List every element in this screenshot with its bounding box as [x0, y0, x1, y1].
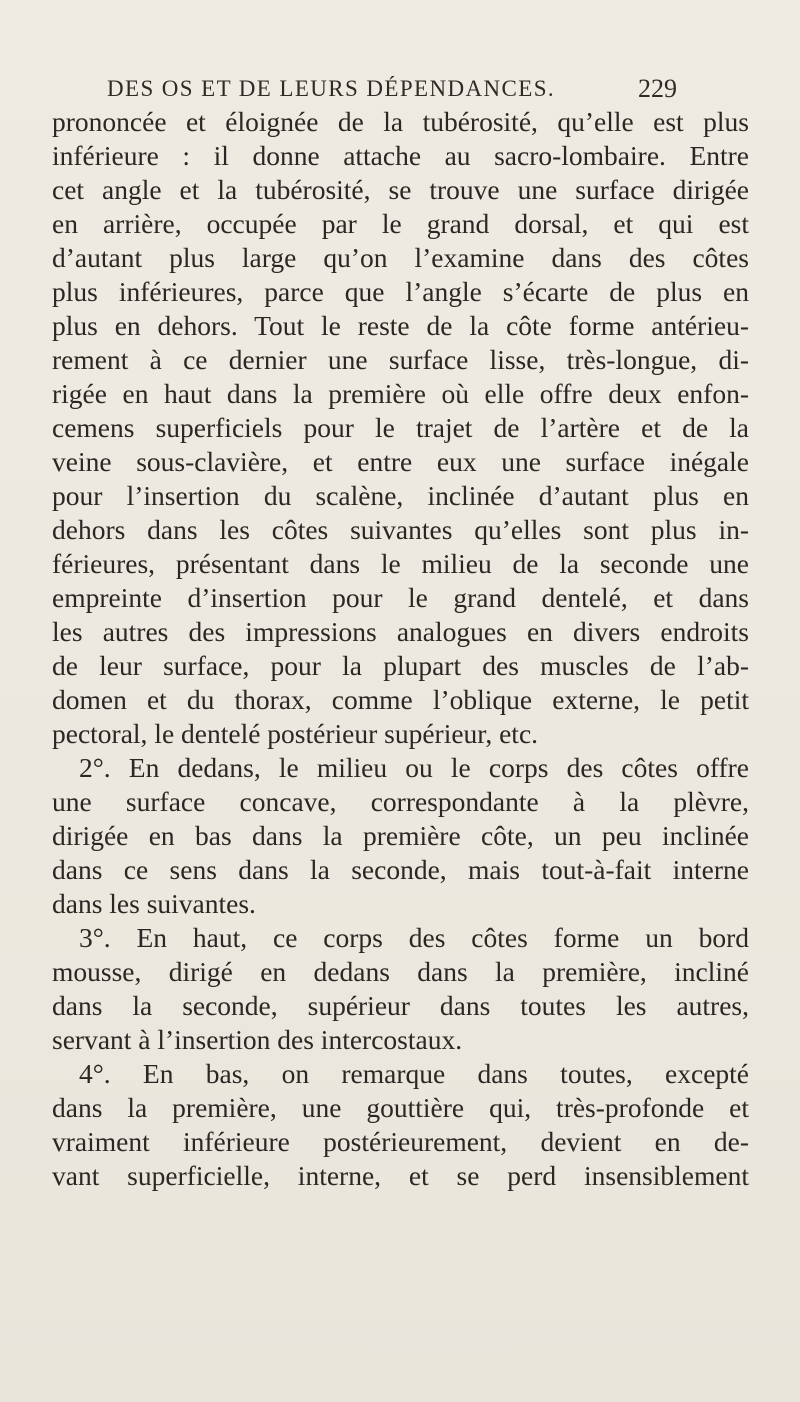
text-line: d’autant plus large qu’on l’examine dans des côtes	[52, 242, 749, 273]
text-line: dans ce sens dans la seconde, mais tout-à-fait interne	[52, 854, 749, 885]
text-line: servant à l’insertion des intercostaux.	[52, 1024, 463, 1055]
text-line: dans la première, une gouttière qui, très-profonde et	[52, 1092, 749, 1123]
text-line: vant superficielle, interne, et se perd insensiblement	[52, 1160, 749, 1191]
text-line: veine sous-clavière, et entre eux une surface inégale	[52, 446, 749, 477]
text-line: rigée en haut dans la première où elle offre deux enfon-	[52, 378, 749, 409]
text-line: les autres des impressions analogues en divers endroits	[52, 616, 749, 647]
text-line: domen et du thorax, comme l’oblique externe, le petit	[52, 684, 749, 715]
text-line: vraiment inférieure postérieurement, devient en de-	[52, 1126, 749, 1157]
text-line: empreinte d’insertion pour le grand dentelé, et dans	[52, 582, 749, 613]
text-line: de leur surface, pour la plupart des muscles de l’ab-	[52, 650, 749, 681]
text-line: cet angle et la tubérosité, se trouve une surface dirigée	[52, 174, 749, 205]
running-title: DES OS ET DE LEURS DÉPENDANCES.	[107, 76, 556, 101]
page-header	[107, 62, 677, 102]
text-line: dans la seconde, supérieur dans toutes les autres,	[52, 990, 749, 1021]
text-line: en arrière, occupée par le grand dorsal, et qui est	[52, 208, 749, 239]
text-line: inférieure : il donne attache au sacro-lombaire. Entre	[52, 140, 749, 171]
text-line: dirigée en bas dans la première côte, un peu inclinée	[52, 820, 749, 851]
text-line: plus en dehors. Tout le reste de la côte forme antérieu-	[52, 310, 749, 341]
text-line: 4°. En bas, on remarque dans toutes, excepté	[79, 1058, 749, 1089]
text-line: férieures, présentant dans le milieu de la seconde une	[52, 548, 749, 579]
text-line: prononcée et éloignée de la tubérosité, qu’elle est plus	[52, 106, 749, 137]
text-line: 2°. En dedans, le milieu ou le corps des côtes offre	[79, 752, 749, 783]
text-line: plus inférieures, parce que l’angle s’écarte de plus en	[52, 276, 749, 307]
text-line: pectoral, le dentelé postérieur supérieur, etc.	[52, 718, 539, 749]
page-number: 229	[638, 74, 677, 103]
text-line: cemens superficiels pour le trajet de l’artère et de la	[52, 412, 749, 443]
text-line: pour l’insertion du scalène, inclinée d’autant plus en	[52, 480, 749, 511]
text-line: mousse, dirigé en dedans dans la première, incliné	[52, 956, 749, 987]
text-line: dehors dans les côtes suivantes qu’elles sont plus in-	[52, 514, 749, 545]
text-line: dans les suivantes.	[52, 888, 256, 919]
text-line: rement à ce dernier une surface lisse, très-longue, di-	[52, 344, 749, 375]
text-line: 3°. En haut, ce corps des côtes forme un bord	[79, 922, 749, 953]
text-line: une surface concave, correspondante à la plèvre,	[52, 786, 749, 817]
